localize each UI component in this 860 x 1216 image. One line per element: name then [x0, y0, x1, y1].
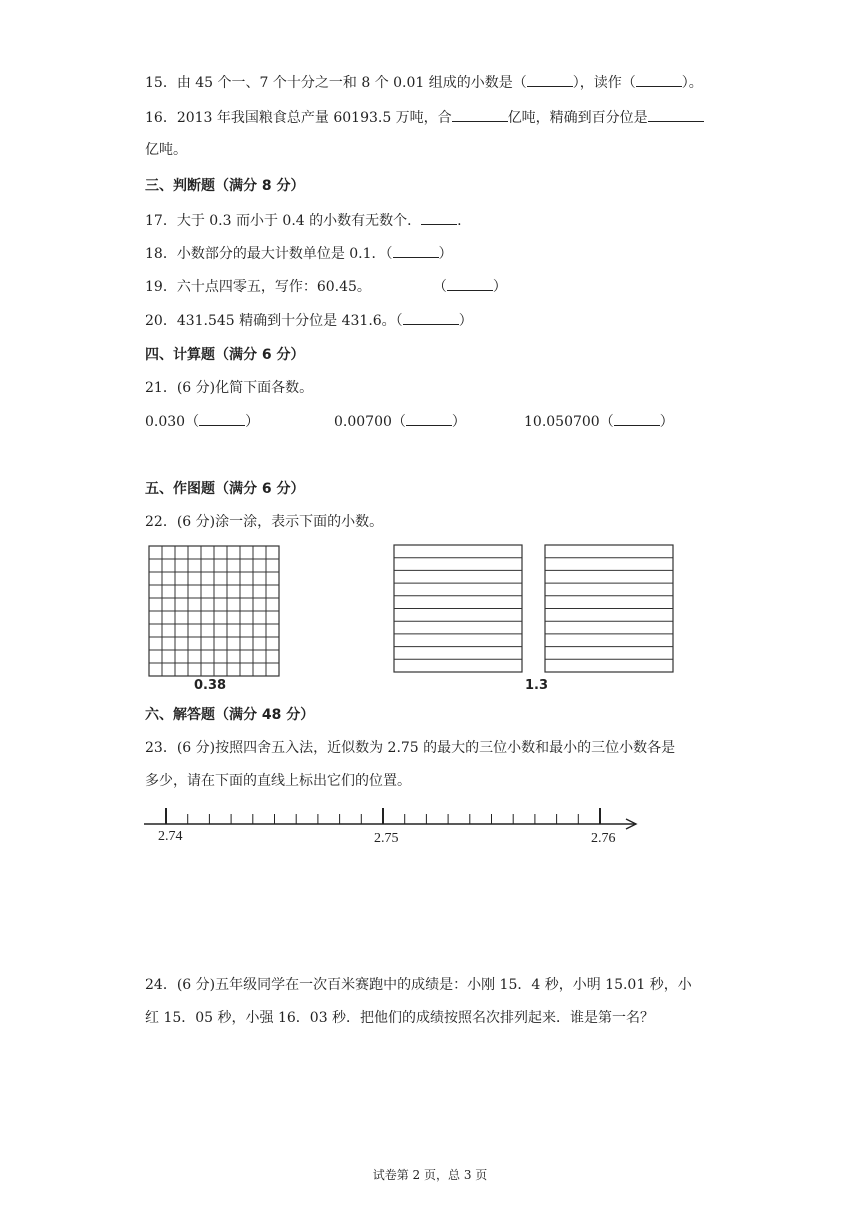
tenth-strip-box[interactable]: [544, 544, 676, 674]
answer-blank[interactable]: [393, 243, 439, 258]
answer-blank[interactable]: [648, 107, 704, 122]
answer-blank[interactable]: [421, 210, 457, 225]
tick-label: 2.76: [591, 831, 616, 846]
question-21: 21．(6 分)化简下面各数。: [145, 380, 314, 396]
question-16: 16．2013 年我国粮食总产量 60193.5 万吨，合 亿吨，精确到百分位是: [145, 107, 704, 128]
section-heading: 三、判断题（满分 8 分）: [145, 178, 305, 194]
section-heading: 五、作图题（满分 6 分）: [145, 481, 305, 497]
answer-blank[interactable]: [614, 411, 660, 426]
bars-label: 1.3: [525, 678, 549, 693]
grid-label: 0.38: [194, 678, 227, 693]
question-16-cont: 亿吨。: [145, 142, 187, 158]
q21-item: 0.00700（ ）: [334, 411, 466, 432]
page-footer: 试卷第 2 页，总 3 页: [372, 1168, 488, 1182]
answer-blank[interactable]: [403, 310, 459, 325]
question-18: 18．小数部分的最大计数单位是 0.1．（ ）: [145, 243, 453, 264]
answer-blank[interactable]: [406, 411, 452, 426]
q21-item: 0.030（ ）: [145, 411, 259, 432]
question-20: 20．431.545 精确到十分位是 431.6。（ ）: [145, 310, 473, 331]
question-19: 19．六十点四零五，写作：60.45。 （ ）: [145, 276, 507, 297]
tick-label: 2.75: [374, 831, 399, 846]
answer-blank[interactable]: [452, 107, 508, 122]
question-15: 15．由 45 个一、7 个十分之一和 8 个 0.01 组成的小数是（ ），读作（ ）。: [145, 72, 703, 93]
tick-label: 2.74: [158, 829, 183, 844]
tenth-strip-box[interactable]: [393, 544, 525, 674]
hundred-grid[interactable]: [148, 545, 280, 677]
question-24-cont: 红 15．05 秒，小强 16．03 秒．把他们的成绩按照名次排列起来．谁是第一名？: [145, 1010, 655, 1026]
answer-blank[interactable]: [636, 72, 682, 87]
section-heading: 六、解答题（满分 48 分）: [145, 707, 315, 723]
question-22: 22．(6 分)涂一涂，表示下面的小数。: [145, 514, 384, 530]
answer-blank[interactable]: [447, 276, 493, 291]
question-23: 23．(6 分)按照四舍五入法，近似数为 2.75 的最大的三位小数和最小的三位小数各是: [145, 740, 676, 756]
q21-item: 10.050700（ ）: [524, 411, 674, 432]
question-23-cont: 多少，请在下面的直线上标出它们的位置。: [145, 773, 411, 789]
section-heading: 四、计算题（满分 6 分）: [145, 347, 305, 363]
question-24: 24．(6 分)五年级同学在一次百米赛跑中的成绩是：小刚 15．4 秒，小明 15.01 秒，小: [145, 977, 692, 993]
question-17: 17．大于 0.3 而小于 0.4 的小数有无数个． .: [145, 210, 462, 231]
answer-blank[interactable]: [199, 411, 245, 426]
answer-blank[interactable]: [527, 72, 573, 87]
